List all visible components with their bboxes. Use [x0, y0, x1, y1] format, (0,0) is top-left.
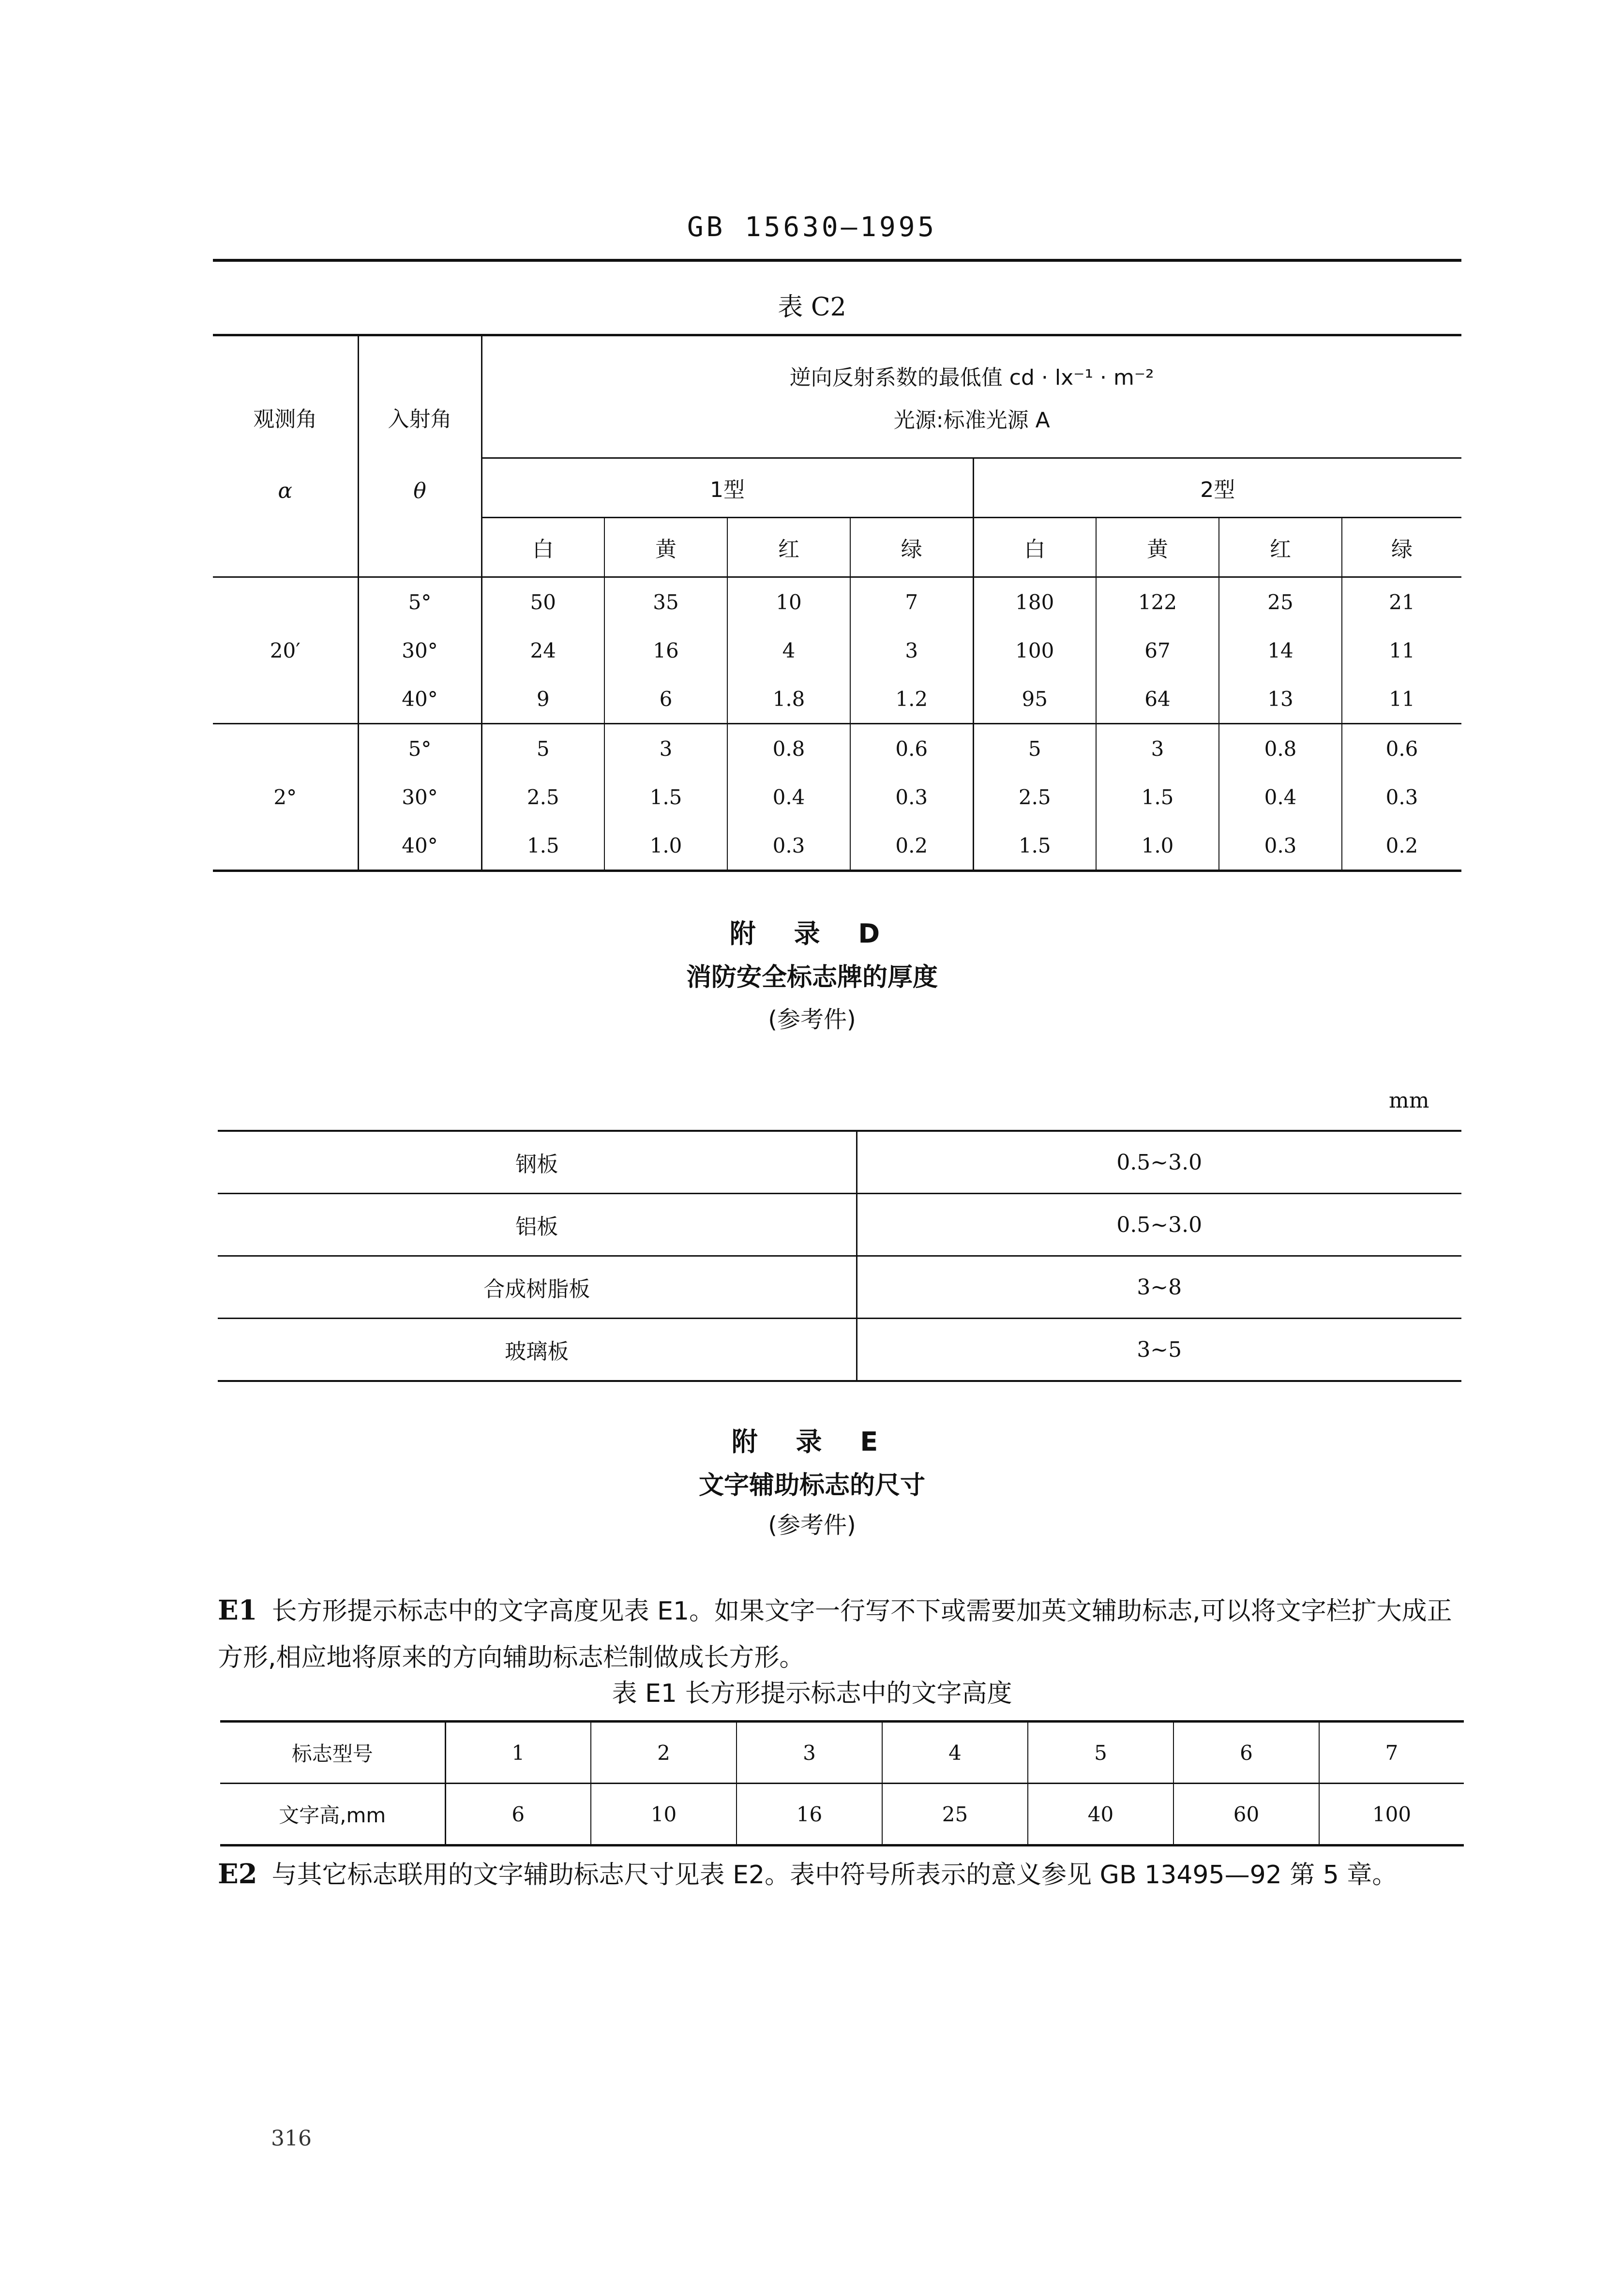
coefficient-value-cell: 0.6	[1385, 736, 1418, 761]
coefficient-value-cell: 1.0	[604, 821, 727, 871]
table-row	[213, 626, 1461, 675]
table-row	[220, 1784, 1464, 1846]
appendix-e-heading: 文字辅助标志的尺寸	[698, 1471, 925, 1500]
coefficient-value-cell: 6	[604, 675, 727, 724]
header-rule	[213, 259, 1461, 262]
observation-angle-cell: 20′	[213, 577, 358, 724]
coefficient-value-cell: 122	[1096, 577, 1219, 627]
model-number-cell: 1	[445, 1722, 591, 1784]
table-c2	[213, 334, 1461, 872]
coefficient-value-cell: 0.6	[850, 724, 973, 773]
material-cell: 钢板	[218, 1131, 857, 1194]
coefficient-value-cell: 3	[604, 724, 727, 773]
coefficient-value-cell: 3	[1096, 724, 1219, 773]
text-height-cell: 60	[1173, 1784, 1319, 1846]
model-number-cell: 2	[591, 1722, 737, 1784]
coefficient-value-cell: 1.5	[481, 821, 604, 871]
clause-text: 长方形提示标志中的文字高度见表 E1。如果文字一行写不下或需要加英文辅助标志,可以将文字栏扩大成正方形,相应地将原来的方向辅助标志栏制做成长方形。	[218, 1597, 1452, 1672]
table-e1-title: 表 E1 长方形提示标志中的文字高度	[612, 1679, 1012, 1708]
clause-label: E2	[218, 1858, 257, 1890]
unit-label: mm	[1389, 1088, 1429, 1113]
coefficient-value-cell: 1.8	[727, 675, 850, 724]
incidence-angle-cell: 5°	[358, 724, 481, 773]
color-header: 黄	[604, 518, 727, 577]
color-header: 绿	[850, 518, 973, 577]
coefficient-value-cell: 100	[973, 626, 1096, 675]
coefficient-value-cell: 2.5	[973, 773, 1096, 821]
material-cell: 合成树脂板	[218, 1256, 857, 1319]
material-cell: 铝板	[218, 1194, 857, 1256]
table-row	[220, 1722, 1464, 1784]
type-1-header: 1型	[481, 458, 973, 518]
table-d	[218, 1130, 1461, 1382]
paragraph-e1	[218, 1587, 1466, 1681]
thickness-cell: 3~8	[857, 1256, 1461, 1319]
incidence-angle-cell: 40°	[358, 821, 481, 871]
standard-number: GB 15630—1995	[687, 211, 937, 243]
coefficient-value-cell: 1.2	[850, 675, 973, 724]
coefficient-value-cell: 25	[1219, 577, 1342, 627]
thickness-cell: 0.5~3.0	[857, 1194, 1461, 1256]
text-height-cell: 25	[882, 1784, 1028, 1846]
paragraph-e2	[218, 1851, 1466, 1898]
incidence-angle-cell: 30°	[358, 773, 481, 821]
model-number-cell: 4	[882, 1722, 1028, 1784]
coefficient-value-cell: 67	[1096, 626, 1219, 675]
coefficient-value-cell: 0.3	[1385, 785, 1418, 809]
table-e1	[220, 1720, 1464, 1846]
clause-text: 与其它标志联用的文字辅助标志尺寸见表 E2。表中符号所表示的意义参见 GB 13495—92 第 5 章。	[271, 1861, 1398, 1890]
coefficient-value-cell: 4	[727, 626, 850, 675]
table-row	[213, 773, 1461, 821]
coefficient-value-cell: 11	[1342, 675, 1461, 724]
coefficient-value-cell: 0.4	[1219, 773, 1342, 821]
appendix-d-note: (参考件)	[768, 1006, 856, 1033]
text-height-cell: 6	[445, 1784, 591, 1846]
type-2-header: 2型	[973, 458, 1461, 518]
coefficient-value-cell: 35	[604, 577, 727, 627]
text-height-cell: 10	[591, 1784, 737, 1846]
coefficient-value-cell: 50	[481, 577, 604, 627]
row-label: 标志型号	[220, 1722, 445, 1784]
coefficient-value-cell: 16	[604, 626, 727, 675]
color-header: 黄	[1096, 518, 1219, 577]
text-height-cell: 40	[1028, 1784, 1173, 1846]
coefficient-value-cell: 0.3	[1219, 821, 1342, 871]
observation-angle-cell: 2°	[213, 724, 358, 871]
table-row	[218, 1256, 1461, 1319]
thickness-cell: 0.5~3.0	[857, 1131, 1461, 1194]
coefficient-value-cell: 0.4	[727, 773, 850, 821]
appendix-d-label: 附 录 D	[729, 918, 895, 949]
table-row	[213, 675, 1461, 724]
coefficient-value-cell: 0.8	[727, 724, 850, 773]
col-observation-angle: 观测角 α	[213, 335, 358, 577]
coefficient-value-cell: 14	[1219, 626, 1342, 675]
color-header: 绿	[1342, 518, 1461, 577]
table-row	[218, 1319, 1461, 1381]
coefficient-value-cell: 0.3	[850, 773, 973, 821]
incidence-angle-cell: 5°	[358, 577, 481, 627]
coefficient-value-cell: 7	[850, 577, 973, 627]
coefficient-value-cell: 5	[481, 724, 604, 773]
coefficient-value-cell: 95	[973, 675, 1096, 724]
color-header: 白	[481, 518, 604, 577]
coefficient-value-cell: 24	[481, 626, 604, 675]
coefficient-value-cell: 64	[1096, 675, 1219, 724]
color-header: 白	[973, 518, 1096, 577]
coefficient-value-cell: 1.5	[604, 773, 727, 821]
incidence-angle-cell: 40°	[358, 675, 481, 724]
clause-label: E1	[218, 1594, 257, 1626]
coefficient-value-cell: 3	[850, 626, 973, 675]
coefficient-value-cell: 0.2	[850, 821, 973, 871]
coefficient-value-cell: 0.3	[727, 821, 850, 871]
coefficient-header: 逆向反射系数的最低值 cd · lx⁻¹ · m⁻² 光源:标准光源 A	[481, 335, 1461, 458]
incidence-angle-cell: 30°	[358, 626, 481, 675]
coefficient-value-cell: 1.0	[1096, 821, 1219, 871]
model-number-cell: 7	[1319, 1722, 1464, 1784]
material-cell: 玻璃板	[218, 1319, 857, 1381]
coefficient-value-cell: 5	[973, 724, 1096, 773]
model-number-cell: 6	[1173, 1722, 1319, 1784]
model-number-cell: 5	[1028, 1722, 1173, 1784]
coefficient-value-cell: 0.8	[1219, 724, 1342, 773]
col-incidence-angle: 入射角 θ	[358, 335, 481, 577]
coefficient-value-cell: 21	[1389, 590, 1415, 614]
table-row	[218, 1131, 1461, 1194]
appendix-d-heading: 消防安全标志牌的厚度	[686, 963, 938, 992]
table-row	[213, 821, 1461, 871]
appendix-e-label: 附 录 E	[731, 1426, 893, 1457]
appendix-e-note: (参考件)	[768, 1512, 856, 1539]
text-height-cell: 100	[1372, 1802, 1412, 1826]
coefficient-value-cell: 11	[1389, 638, 1415, 662]
text-height-cell: 16	[737, 1784, 882, 1846]
table-c2-title: 表 C2	[778, 293, 846, 322]
coefficient-value-cell: 9	[481, 675, 604, 724]
coefficient-value-cell: 0.2	[1385, 833, 1418, 857]
table-row	[213, 724, 1461, 773]
coefficient-value-cell: 180	[973, 577, 1096, 627]
coefficient-value-cell: 13	[1219, 675, 1342, 724]
table-row	[213, 577, 1461, 627]
table-row	[218, 1194, 1461, 1256]
coefficient-value-cell: 1.5	[973, 821, 1096, 871]
row-label: 文字高,mm	[220, 1784, 445, 1846]
color-header: 红	[1219, 518, 1342, 577]
coefficient-value-cell: 2.5	[481, 773, 604, 821]
model-number-cell: 3	[737, 1722, 882, 1784]
coefficient-value-cell: 10	[727, 577, 850, 627]
coefficient-value-cell: 1.5	[1096, 773, 1219, 821]
thickness-cell: 3~5	[1137, 1337, 1182, 1362]
page-number: 316	[271, 2126, 312, 2151]
table-c2-body	[213, 577, 1461, 871]
color-header: 红	[727, 518, 850, 577]
